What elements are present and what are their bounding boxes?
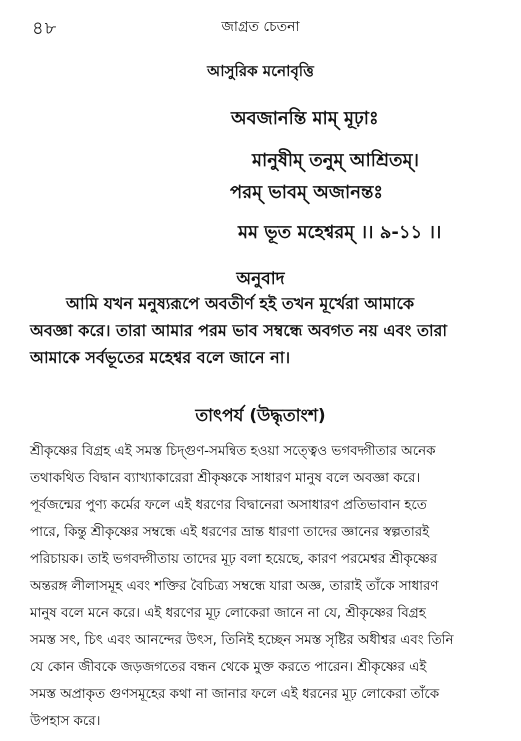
purport-heading: তাৎপর্য (উদ্ধৃতাংশ) — [195, 406, 326, 426]
purport-line: সমস্ত অপ্রাকৃত গুণসমূহের কথা না জানার ফলে এই ধরনের মূঢ় লোকেরা তাঁকে — [30, 687, 440, 702]
translation-paragraph — [30, 290, 492, 371]
page-header — [30, 14, 491, 39]
translation-line: আমাকে সর্বভূতের মহেশ্বর বলে জানে না। — [30, 348, 291, 367]
purport-paragraph — [30, 438, 492, 735]
purport-line: তথাকথিত বিদ্বান ব্যাখ্যাকারেরা শ্রীকৃষ্ণকে সাধারণ মানুষ বলে অবজ্ঞা করে। — [30, 471, 421, 486]
purport-line: পারে, কিন্তু শ্রীকৃষ্ণের সম্বন্ধে এই ধরণের ভ্রান্ত ধারণা তাদের জ্ঞানের স্বল্পতারই — [30, 525, 430, 540]
translation-line: অবজ্ঞা করে। তারা আমার পরম ভাব সম্বন্ধে অবগত নয় এবং তারা — [30, 321, 448, 340]
verse-line: মম ভূত মহেশ্বরম্ ।। ৯-১১ ।। — [238, 222, 442, 243]
purport-line: সমস্ত সৎ, চিৎ এবং আনন্দের উৎস, তিনিই হচ্ছেন সমস্ত সৃষ্টির অধীশ্বর এবং তিনি — [30, 633, 454, 648]
translation-line: আমি যখন মনুষ্যরূপে অবতীর্ণ হই তখন মূর্খেরা আমাকে — [66, 294, 415, 313]
verse-line: অবজানন্তি মাম্ মূঢ়াঃ — [231, 108, 379, 129]
running-title: জাগ্রত চেতনা — [221, 19, 300, 35]
purport-line: পরিচায়ক। তাই ভগবদ্গীতায় তাদের মূঢ় বলা হয়েছে, কারণ পরমেশ্বর শ্রীকৃষ্ণের — [30, 552, 438, 567]
purport-line: যে কোন জীবকে জড়জগতের বন্ধন থেকে মুক্ত করতে পারেন। শ্রীকৃষ্ণের এই — [30, 660, 427, 675]
purport-line: অন্তরঙ্গ লীলাসমূহ এবং শক্তির বৈচিত্র্য সম্বন্ধে যারা অজ্ঞ, তারাই তাঁকে সাধারণ — [30, 579, 439, 594]
purport-line: শ্রীকৃষ্ণের বিগ্রহ এই সমস্ত চিদ্গুণ-সমন্বিত হওয়া সত্ত্বেও ভগবদ্গীতার অনেক — [30, 444, 436, 459]
purport-line: পূর্বজন্মের পুণ্য কর্মের ফলে এই ধরণের বিদ্বানেরা অসাধারণ প্রতিভাবান হতে — [30, 498, 427, 513]
purport-line: মানুষ বলে মনে করে। এই ধরণের মূঢ় লোকেরা জানে না যে, শ্রীকৃষ্ণের বিগ্রহ — [30, 606, 426, 621]
verse-line: পরম্ ভাবম্ অজানন্তঃ — [230, 182, 383, 203]
translation-heading: অনুবাদ — [236, 269, 285, 289]
page-number: ৪৮ — [32, 18, 58, 39]
purport-line: উপহাস করে। — [30, 714, 101, 729]
chapter-title: আসুরিক মনোবৃত্তি — [207, 62, 314, 80]
verse-line: মানুষীম্ তনুম্ আশ্রিতম্। — [252, 150, 419, 171]
